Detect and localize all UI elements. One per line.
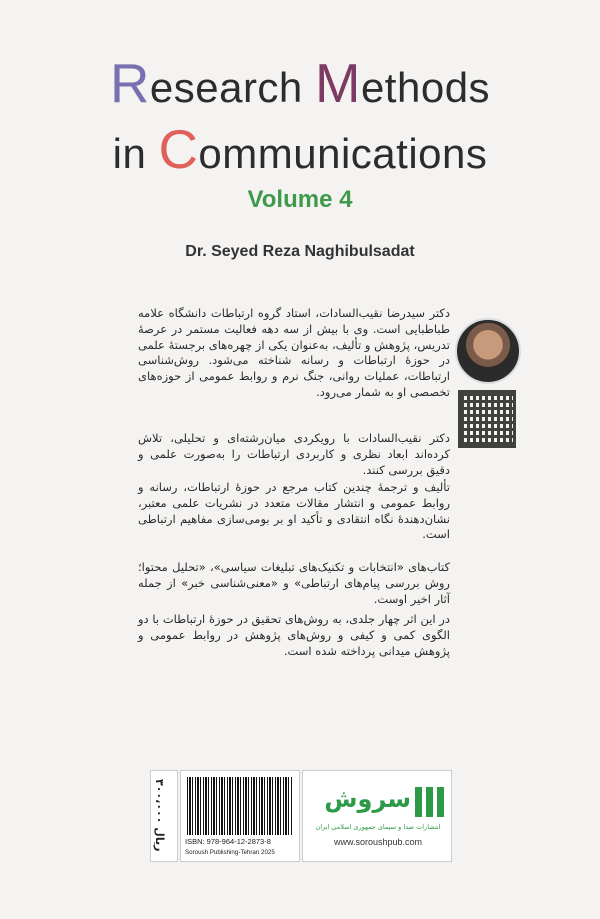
- title-initial-c: C: [158, 119, 199, 180]
- author-name: Dr. Seyed Reza Naghibulsadat: [185, 243, 415, 260]
- title-line-2: [0, 118, 600, 181]
- qr-code: [458, 390, 516, 448]
- publisher-block: [302, 770, 452, 862]
- bio-paragraph-4: کتاب‌های «انتخابات و تکنیک‌های تبلیغات سیاسی»، «تحلیل محتوا؛ روش بررسی پیام‌های ارتباطی» و «معنی‌شناسی خبر» از جمله آثار اخیر اوست.: [138, 560, 450, 606]
- bio-paragraph-5: در این اثر چهار جلدی، به روش‌های تحقیق در حوزهٔ ارتباطات با دو الگوی کمی و کیفی و روش‌های پژوهش در روابط عمومی و پژوهش میدانی پرداخته شده است.: [138, 612, 450, 658]
- title-initial-m: M: [314, 53, 361, 114]
- publisher-url: www.soroushpub.com: [333, 837, 423, 847]
- barcode-icon: [187, 777, 293, 835]
- imprint-text: Soroush Publishing-Tehran 2025: [185, 849, 275, 856]
- publisher-subtitle: انتشارات صدا و سیمای جمهوری اسلامی ایران: [315, 823, 441, 831]
- barcode-block: [180, 770, 300, 862]
- price-label: ۳۰۰،۰۰۰ ریال: [153, 779, 166, 852]
- publisher-logo-icon: [415, 787, 445, 817]
- title-initial-r: R: [109, 53, 150, 114]
- bio-paragraph-3: تألیف و ترجمهٔ چندین کتاب مرجع در حوزهٔ ارتباطات، رسانه و روابط عمومی و انتشار مقالات متعدد در نشریات علمی معتبر، نشان‌دهندهٔ نگاه انتقادی و تأکید او بر بومی‌سازی مفاهیم ارتباطی است.: [138, 480, 450, 542]
- title-word-in: in: [112, 130, 159, 177]
- title-word-research: esearch: [149, 64, 315, 111]
- title-word-communications: ommunications: [198, 130, 488, 177]
- title-line-1: [0, 52, 600, 115]
- author-photo: [455, 318, 521, 384]
- isbn-text: ISBN: 978-964-12-2873-8: [185, 837, 271, 846]
- publisher-name: سروش: [324, 785, 411, 813]
- price-box: [150, 770, 178, 862]
- title-word-methods: ethods: [360, 64, 491, 111]
- bio-paragraph-1: دکتر سیدرضا نقیب‌السادات، استاد گروه ارتباطات دانشگاه علامه طباطبایی است. وی با بیش از سه دهه فعالیت مستمر در عرصهٔ تدریس، پژوهش و تألیف، به‌عنوان یکی از چهره‌های برجستهٔ علمی در حوزهٔ ارتباطات و رسانه شناخته می‌شود. روش‌شناسی ارتباطات، عملیات روانی، جنگ نرم و روابط عمومی از حوزه‌های تخصصی او به شمار می‌رود.: [138, 306, 450, 399]
- volume-label: Volume 4: [247, 186, 353, 213]
- bio-paragraph-2: دکتر نقیب‌السادات با رویکردی میان‌رشته‌ای و تحلیلی، تلاش کرده‌اند ابعاد نظری و کاربردی ارتباطات را به‌صورت علمی و دقیق بررسی کنند.: [138, 431, 450, 477]
